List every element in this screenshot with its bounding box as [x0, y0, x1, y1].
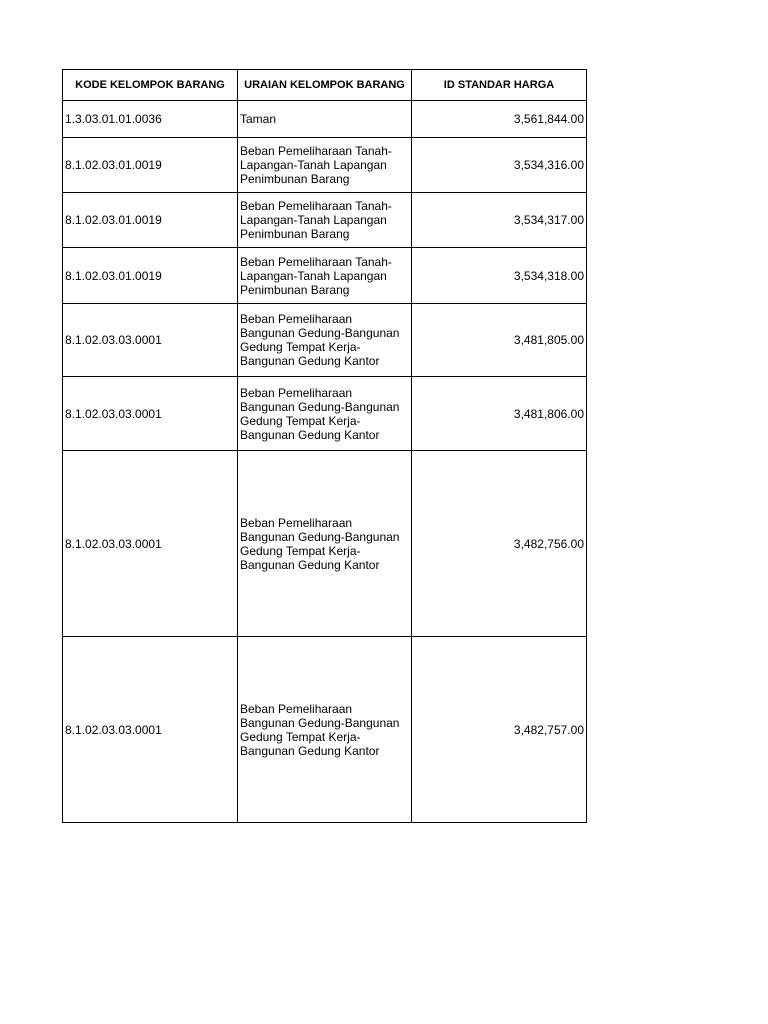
cell-price: 3,534,318.00 — [412, 248, 587, 304]
header-id-standar-harga: ID STANDAR HARGA — [412, 70, 587, 101]
cell-price: 3,534,316.00 — [412, 138, 587, 193]
header-kode-kelompok-barang: KODE KELOMPOK BARANG — [63, 70, 238, 101]
table-row — [63, 377, 587, 451]
cell-description: Taman — [238, 101, 412, 138]
cell-price: 3,482,757.00 — [412, 637, 587, 823]
cell-code: 8.1.02.03.01.0019 — [63, 248, 238, 304]
cell-code: 8.1.02.03.01.0019 — [63, 193, 238, 248]
cell-code: 8.1.02.03.03.0001 — [63, 451, 238, 637]
cell-code: 8.1.02.03.01.0019 — [63, 138, 238, 193]
cell-price: 3,482,756.00 — [412, 451, 587, 637]
header-uraian-kelompok-barang: URAIAN KELOMPOK BARANG — [238, 70, 412, 101]
cell-description: Beban Pemeliharaan Bangunan Gedung-Bangunan Gedung Tempat Kerja- Bangunan Gedung Kantor — [238, 377, 412, 451]
cell-price: 3,534,317.00 — [412, 193, 587, 248]
table-row — [63, 451, 587, 637]
table-row — [63, 138, 587, 193]
cell-description: Beban Pemeliharaan Tanah- Lapangan-Tanah Lapangan Penimbunan Barang — [238, 193, 412, 248]
cell-code: 8.1.02.03.03.0001 — [63, 304, 238, 377]
cell-price: 3,481,805.00 — [412, 304, 587, 377]
table-row — [63, 193, 587, 248]
cell-description: Beban Pemeliharaan Bangunan Gedung-Bangunan Gedung Tempat Kerja- Bangunan Gedung Kantor — [238, 451, 412, 637]
cell-description: Beban Pemeliharaan Bangunan Gedung-Bangunan Gedung Tempat Kerja- Bangunan Gedung Kantor — [238, 637, 412, 823]
table-row — [63, 637, 587, 823]
cell-price: 3,481,806.00 — [412, 377, 587, 451]
spreadsheet-page — [62, 69, 586, 823]
cell-code: 8.1.02.03.03.0001 — [63, 377, 238, 451]
table-row — [63, 248, 587, 304]
cell-description: Beban Pemeliharaan Bangunan Gedung-Bangunan Gedung Tempat Kerja- Bangunan Gedung Kantor — [238, 304, 412, 377]
cell-price: 3,561,844.00 — [412, 101, 587, 138]
table-row — [63, 304, 587, 377]
table-row — [63, 101, 587, 138]
cell-description: Beban Pemeliharaan Tanah- Lapangan-Tanah Lapangan Penimbunan Barang — [238, 248, 412, 304]
cell-code: 8.1.02.03.03.0001 — [63, 637, 238, 823]
price-standard-table — [62, 69, 587, 823]
cell-code: 1.3.03.01.01.0036 — [63, 101, 238, 138]
cell-description: Beban Pemeliharaan Tanah- Lapangan-Tanah Lapangan Penimbunan Barang — [238, 138, 412, 193]
table-header-row — [63, 70, 587, 101]
